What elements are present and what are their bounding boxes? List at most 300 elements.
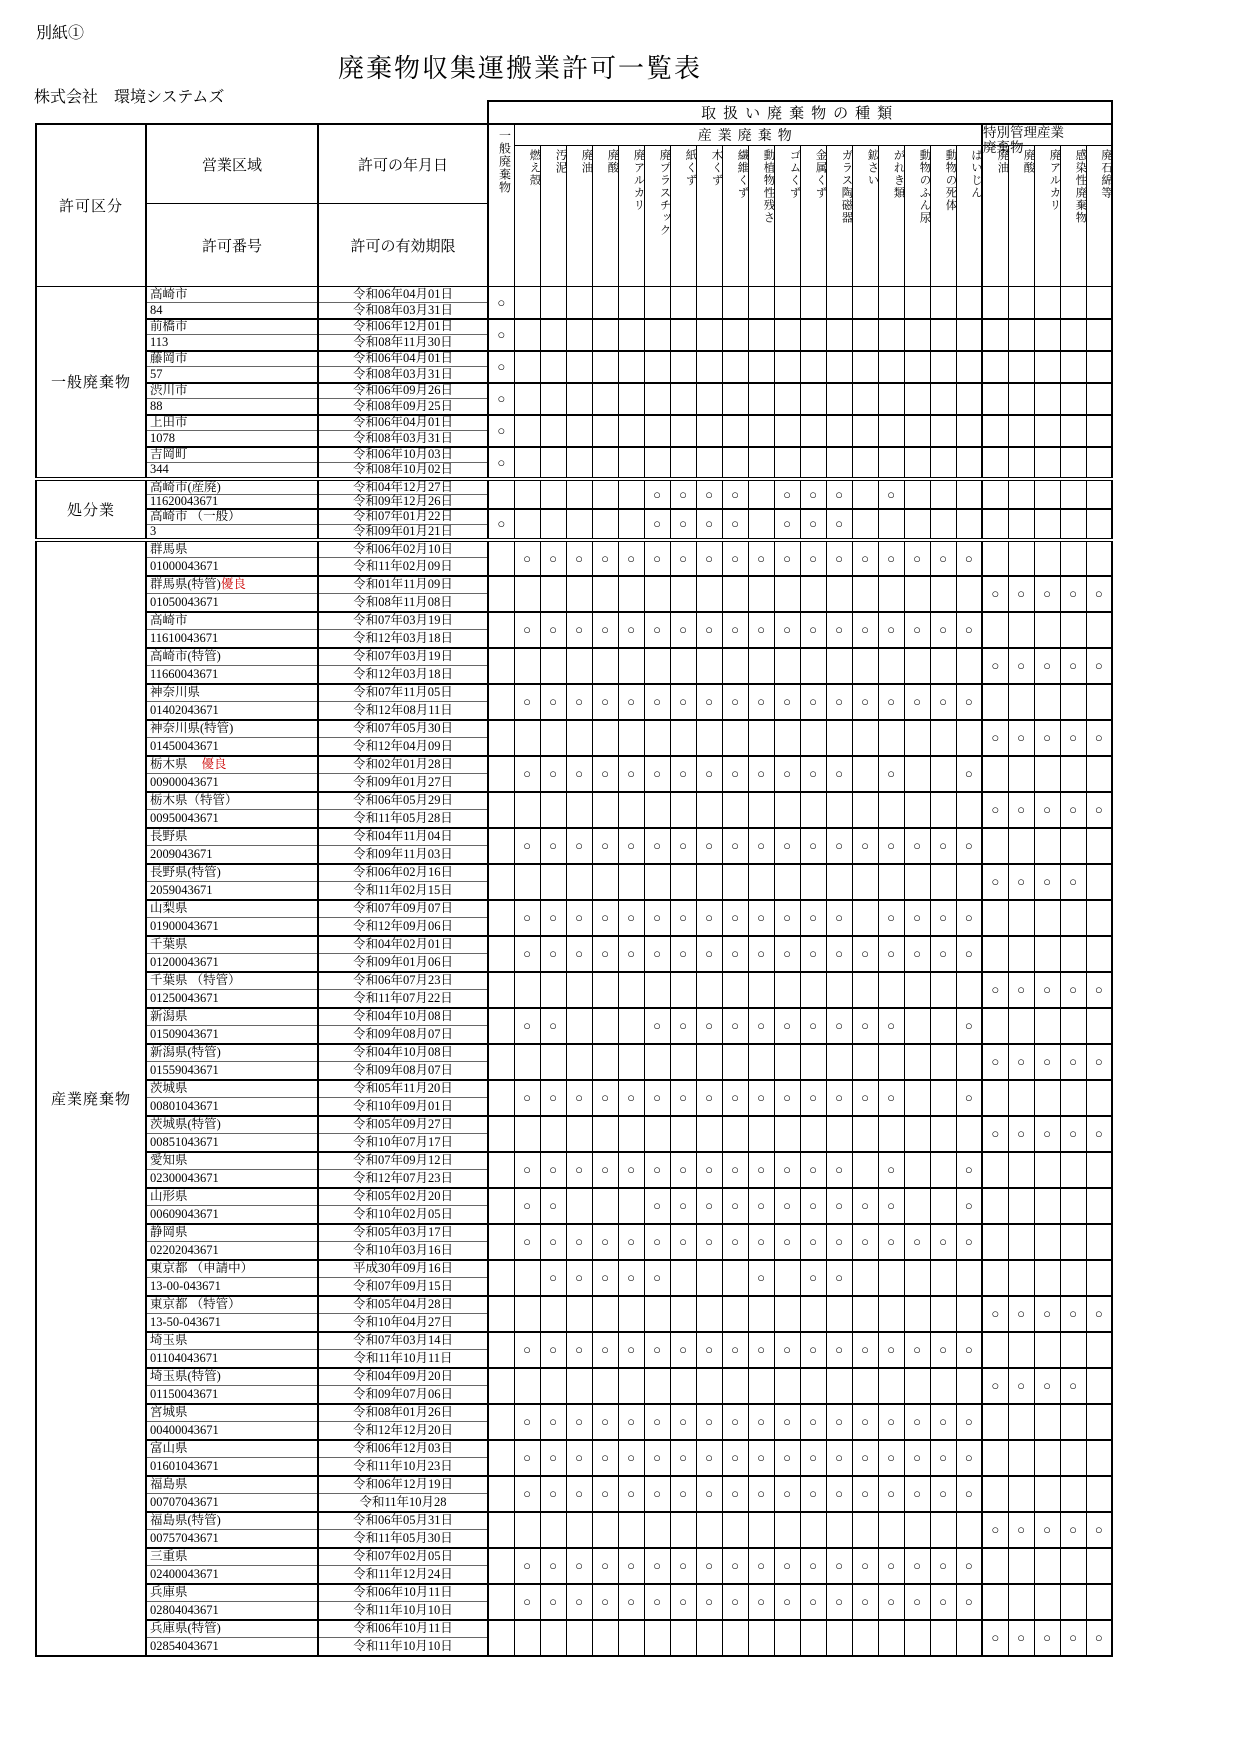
permit-mark: ○ [627, 1486, 635, 1502]
permit-expiry-cell: 令和11年05月30日 [318, 1530, 488, 1548]
mark-cell [592, 287, 618, 319]
mark-cell [566, 1044, 592, 1080]
mark-cell [748, 447, 774, 479]
permit-mark: ○ [991, 1126, 1000, 1142]
mark-cell [540, 1368, 566, 1404]
mark-cell [618, 319, 644, 351]
mark-cell [774, 576, 800, 612]
mark-cell [488, 287, 514, 319]
mark-cell [514, 1440, 540, 1476]
mark-cell [566, 1512, 592, 1548]
permit-mark: ○ [549, 622, 557, 638]
mark-cell [566, 828, 592, 864]
mark-cell [488, 1332, 514, 1368]
permit-mark: ○ [1017, 802, 1025, 818]
permit-mark: ○ [964, 1018, 973, 1034]
mark-cell [1008, 1440, 1034, 1476]
permit-mark: ○ [549, 1594, 557, 1610]
mark-cell [722, 1296, 748, 1332]
permit-mark: ○ [575, 694, 583, 710]
mark-cell [566, 1008, 592, 1044]
mark-cell [592, 864, 618, 900]
mark-cell [488, 972, 514, 1008]
mark-cell [826, 319, 852, 351]
permit-mark: ○ [497, 391, 506, 406]
mark-cell [956, 900, 982, 936]
permit-mark: ○ [653, 1414, 661, 1430]
permit-mark: ○ [627, 1234, 635, 1250]
permit-mark: ○ [913, 694, 921, 710]
permit-mark: ○ [939, 1342, 947, 1358]
area-cell [146, 684, 318, 702]
mark-cell [852, 576, 878, 612]
mark-cell [956, 1620, 982, 1656]
mark-cell [566, 972, 592, 1008]
permit-mark: ○ [549, 766, 557, 782]
permit-expiry-cell: 令和08年03月31日 [318, 431, 488, 447]
mark-cell [1086, 1332, 1112, 1368]
mark-cell [878, 479, 904, 510]
mark-cell [982, 828, 1008, 864]
permit-mark: ○ [1017, 1126, 1025, 1142]
mark-cell [514, 509, 540, 540]
mark-cell [1060, 1512, 1086, 1548]
mark-cell [540, 287, 566, 319]
mark-cell [618, 648, 644, 684]
mark-cell [904, 1008, 930, 1044]
column-header-3: 廃油 [566, 146, 592, 287]
mark-cell [540, 1548, 566, 1584]
mark-cell [1034, 972, 1060, 1008]
permit-mark: ○ [705, 694, 713, 710]
mark-cell [930, 1296, 956, 1332]
mark-cell [1008, 900, 1034, 936]
permit-mark: ○ [964, 694, 973, 710]
mark-cell [514, 1584, 540, 1620]
mark-cell [748, 1044, 774, 1080]
permit-row [36, 1152, 1112, 1170]
permit-mark: ○ [653, 1558, 661, 1574]
permit-mark: ○ [1043, 658, 1051, 674]
mark-cell [618, 383, 644, 415]
area-cell [146, 509, 318, 524]
mark-cell [488, 864, 514, 900]
permit-mark: ○ [1017, 1306, 1025, 1322]
mark-cell [670, 1476, 696, 1512]
area-name: 山梨県 [150, 901, 188, 916]
mark-cell [878, 1476, 904, 1512]
mark-cell [826, 648, 852, 684]
mark-cell [696, 509, 722, 540]
permit-row [36, 1332, 1112, 1350]
mark-cell [722, 576, 748, 612]
permit-date-cell: 令和07年01月22日 [318, 509, 488, 524]
permit-mark: ○ [809, 1450, 817, 1466]
mark-cell [722, 1584, 748, 1620]
column-header-12: 金属くず [800, 146, 826, 287]
mark-cell [774, 720, 800, 756]
permit-expiry-cell: 令和11年10月11日 [318, 1350, 488, 1368]
mark-cell [540, 792, 566, 828]
permit-mark: ○ [497, 294, 506, 310]
column-header-9: 繊維くず [722, 146, 748, 287]
permit-mark: ○ [601, 1558, 609, 1574]
permit-mark: ○ [1017, 586, 1025, 602]
permit-date-cell: 令和04年10月08日 [318, 1008, 488, 1026]
permit-number-cell: 01150043671 [146, 1386, 318, 1404]
mark-cell [1034, 720, 1060, 756]
mark-cell [904, 936, 930, 972]
area-cell [146, 792, 318, 810]
permit-mark: ○ [809, 622, 817, 638]
mark-cell [566, 1260, 592, 1296]
mark-cell [956, 540, 982, 576]
mark-cell [488, 900, 514, 936]
mark-cell [1086, 351, 1112, 383]
mark-cell [904, 1296, 930, 1332]
permit-mark: ○ [731, 550, 739, 566]
mark-cell [904, 319, 930, 351]
mark-cell [1086, 1188, 1112, 1224]
permit-expiry-cell: 令和09年12月26日 [318, 494, 488, 509]
mark-cell [878, 684, 904, 720]
mark-cell [540, 509, 566, 540]
permit-expiry-cell: 令和11年10月10日 [318, 1638, 488, 1656]
mark-cell [1008, 936, 1034, 972]
permit-row [36, 828, 1112, 846]
mark-cell [644, 447, 670, 479]
mark-cell [488, 1584, 514, 1620]
mark-cell [670, 936, 696, 972]
mark-cell [696, 287, 722, 319]
mark-cell [514, 1260, 540, 1296]
mark-cell [748, 1296, 774, 1332]
mark-cell [618, 1332, 644, 1368]
mark-cell [748, 383, 774, 415]
mark-cell [696, 1008, 722, 1044]
mark-cell [1034, 1188, 1060, 1224]
mark-cell [800, 864, 826, 900]
mark-cell [540, 1620, 566, 1656]
mark-cell [1060, 540, 1086, 576]
permit-mark: ○ [861, 550, 869, 566]
permit-mark: ○ [783, 910, 791, 926]
area-cell [146, 972, 318, 990]
mark-cell [1060, 1476, 1086, 1512]
mark-cell [514, 540, 540, 576]
permit-expiry-cell: 令和09年01月21日 [318, 524, 488, 540]
mark-cell [670, 828, 696, 864]
permit-mark: ○ [549, 1162, 557, 1178]
mark-cell [618, 576, 644, 612]
mark-cell [774, 447, 800, 479]
mark-cell [488, 1188, 514, 1224]
permit-mark: ○ [653, 838, 661, 854]
permit-mark: ○ [1094, 1522, 1103, 1538]
permit-mark: ○ [731, 486, 739, 502]
mark-cell [878, 972, 904, 1008]
mark-cell [618, 1188, 644, 1224]
permit-mark: ○ [964, 1450, 973, 1466]
mark-cell [1034, 1224, 1060, 1260]
mark-cell [618, 1116, 644, 1152]
permit-mark: ○ [964, 1234, 973, 1250]
mark-cell [514, 576, 540, 612]
area-cell [146, 864, 318, 882]
column-header-2: 汚泥 [540, 146, 566, 287]
area-cell [146, 1224, 318, 1242]
mark-cell [1086, 1260, 1112, 1296]
permit-mark: ○ [887, 1558, 895, 1574]
mark-cell [488, 1260, 514, 1296]
permit-mark: ○ [731, 1594, 739, 1610]
mark-cell [592, 1476, 618, 1512]
mark-cell [904, 1044, 930, 1080]
mark-cell [748, 479, 774, 510]
mark-cell [722, 792, 748, 828]
mark-cell [644, 972, 670, 1008]
mark-cell [644, 936, 670, 972]
mark-cell [826, 720, 852, 756]
mark-cell [696, 1332, 722, 1368]
mark-cell [878, 936, 904, 972]
permit-mark: ○ [861, 1018, 869, 1034]
permit-date-cell: 令和07年09月07日 [318, 900, 488, 918]
permit-mark: ○ [705, 516, 713, 532]
mark-cell [878, 287, 904, 319]
mark-cell [618, 1080, 644, 1116]
area-cell [146, 383, 318, 399]
mark-cell [566, 415, 592, 447]
mark-cell [488, 319, 514, 351]
mark-cell [1086, 383, 1112, 415]
mark-cell [878, 1548, 904, 1584]
permit-mark: ○ [679, 1486, 687, 1502]
permit-mark: ○ [861, 622, 869, 638]
mark-cell [930, 287, 956, 319]
mark-cell [826, 1584, 852, 1620]
mark-cell [982, 1368, 1008, 1404]
mark-cell [644, 1008, 670, 1044]
area-name: 高崎市(特管) [150, 649, 221, 664]
mark-cell [592, 828, 618, 864]
mark-cell [878, 1116, 904, 1152]
area-cell [146, 828, 318, 846]
mark-cell [956, 1188, 982, 1224]
permit-mark: ○ [523, 1198, 531, 1214]
mark-cell [930, 479, 956, 510]
mark-cell [540, 447, 566, 479]
mark-cell [748, 828, 774, 864]
mark-cell [774, 612, 800, 648]
mark-cell [1086, 1296, 1112, 1332]
mark-cell [722, 936, 748, 972]
permit-mark: ○ [1017, 730, 1025, 746]
mark-cell [1034, 1152, 1060, 1188]
area-name: 前橋市 [150, 319, 188, 334]
mark-cell [878, 351, 904, 383]
mark-cell [1034, 1332, 1060, 1368]
mark-cell [722, 479, 748, 510]
mark-cell [1034, 415, 1060, 447]
area-name: 宮城県 [150, 1405, 188, 1420]
permit-mark: ○ [731, 1090, 739, 1106]
permit-expiry-cell: 令和08年03月31日 [318, 367, 488, 383]
permit-mark: ○ [705, 1018, 713, 1034]
mark-cell [1034, 1476, 1060, 1512]
mark-cell [696, 576, 722, 612]
mark-cell [904, 383, 930, 415]
permit-number-cell: 11610043671 [146, 630, 318, 648]
mark-cell [930, 720, 956, 756]
permit-date-cell: 令和07年02月05日 [318, 1548, 488, 1566]
area-cell [146, 1368, 318, 1386]
permit-date-cell: 令和06年10月11日 [318, 1620, 488, 1638]
mark-cell [566, 576, 592, 612]
mark-cell [930, 1188, 956, 1224]
mark-cell [618, 1368, 644, 1404]
permit-mark: ○ [861, 1342, 869, 1358]
mark-cell [748, 756, 774, 792]
mark-cell [956, 447, 982, 479]
mark-cell [956, 1476, 982, 1512]
mark-cell [1060, 864, 1086, 900]
mark-cell [904, 1224, 930, 1260]
mark-cell [540, 1332, 566, 1368]
permit-date-cell: 令和05年09月27日 [318, 1116, 488, 1134]
mark-cell [748, 1620, 774, 1656]
permit-mark: ○ [679, 1198, 687, 1214]
permit-mark: ○ [1094, 802, 1103, 818]
mark-cell [1060, 319, 1086, 351]
permit-number-cell: 344 [146, 463, 318, 479]
mark-cell [956, 972, 982, 1008]
mark-cell [748, 648, 774, 684]
permit-mark: ○ [939, 622, 947, 638]
mark-cell [930, 576, 956, 612]
mark-cell [540, 1152, 566, 1188]
permit-mark: ○ [679, 486, 687, 502]
mark-cell [826, 1116, 852, 1152]
permit-number-cell: 00801043671 [146, 1098, 318, 1116]
mark-cell [1060, 1116, 1086, 1152]
mark-cell [748, 1584, 774, 1620]
mark-cell [696, 1584, 722, 1620]
mark-cell [1034, 1080, 1060, 1116]
mark-cell [592, 1008, 618, 1044]
mark-cell [800, 1476, 826, 1512]
mark-cell [514, 1548, 540, 1584]
mark-cell [1060, 1296, 1086, 1332]
mark-cell [982, 612, 1008, 648]
permit-mark: ○ [575, 946, 583, 962]
mark-cell [930, 1224, 956, 1260]
mark-cell [592, 1260, 618, 1296]
mark-cell [800, 1044, 826, 1080]
mark-cell [1008, 720, 1034, 756]
permit-row [36, 1296, 1112, 1314]
mark-cell [514, 1152, 540, 1188]
mark-cell [696, 1152, 722, 1188]
mark-cell [592, 612, 618, 648]
mark-cell [982, 1296, 1008, 1332]
permit-mark: ○ [523, 1162, 531, 1178]
permit-mark: ○ [809, 694, 817, 710]
permit-number-cell: 13-00-043671 [146, 1278, 318, 1296]
mark-cell [540, 1116, 566, 1152]
permit-date-cell: 令和05年11月20日 [318, 1080, 488, 1098]
permit-mark: ○ [835, 1018, 843, 1034]
mark-cell [1086, 1152, 1112, 1188]
mark-cell [748, 1440, 774, 1476]
mark-cell [514, 447, 540, 479]
mark-cell [774, 1548, 800, 1584]
mark-cell [826, 1224, 852, 1260]
permit-mark: ○ [757, 1234, 765, 1250]
excellence-badge: 優良 [220, 577, 246, 592]
permit-mark: ○ [1043, 1054, 1051, 1070]
area-cell [146, 1080, 318, 1098]
mark-cell [1008, 540, 1034, 576]
mark-cell [488, 1548, 514, 1584]
permit-number-cell: 02300043671 [146, 1170, 318, 1188]
permit-mark: ○ [809, 1018, 817, 1034]
mark-cell [722, 447, 748, 479]
area-name: 神奈川県 [150, 685, 201, 700]
permit-mark: ○ [887, 1018, 895, 1034]
mark-cell [1086, 864, 1112, 900]
permit-mark: ○ [705, 486, 713, 502]
mark-cell [800, 319, 826, 351]
mark-cell [852, 972, 878, 1008]
mark-cell [670, 576, 696, 612]
permit-mark: ○ [705, 1414, 713, 1430]
mark-cell [670, 319, 696, 351]
mark-cell [930, 1476, 956, 1512]
permit-mark: ○ [601, 1450, 609, 1466]
mark-cell [826, 576, 852, 612]
mark-cell [826, 383, 852, 415]
mark-cell [982, 383, 1008, 415]
mark-cell [956, 1260, 982, 1296]
permit-mark: ○ [523, 1486, 531, 1502]
mark-cell [852, 792, 878, 828]
mark-cell [566, 792, 592, 828]
permit-mark: ○ [809, 838, 817, 854]
mark-cell [852, 1152, 878, 1188]
permit-mark: ○ [575, 1594, 583, 1610]
mark-cell [930, 319, 956, 351]
mark-cell [956, 828, 982, 864]
header-date: 許可の年月日 [318, 124, 488, 204]
area-cell [146, 479, 318, 495]
mark-cell [488, 936, 514, 972]
permit-mark: ○ [809, 946, 817, 962]
mark-cell [826, 287, 852, 319]
permit-mark: ○ [887, 694, 895, 710]
permit-mark: ○ [705, 1450, 713, 1466]
permit-mark: ○ [809, 1162, 817, 1178]
mark-cell [1034, 1296, 1060, 1332]
permit-row [36, 900, 1112, 918]
mark-cell [592, 540, 618, 576]
mark-cell [644, 1260, 670, 1296]
mark-cell [540, 1260, 566, 1296]
permit-row [36, 972, 1112, 990]
mark-cell [488, 479, 514, 510]
mark-cell [878, 648, 904, 684]
mark-cell [774, 648, 800, 684]
